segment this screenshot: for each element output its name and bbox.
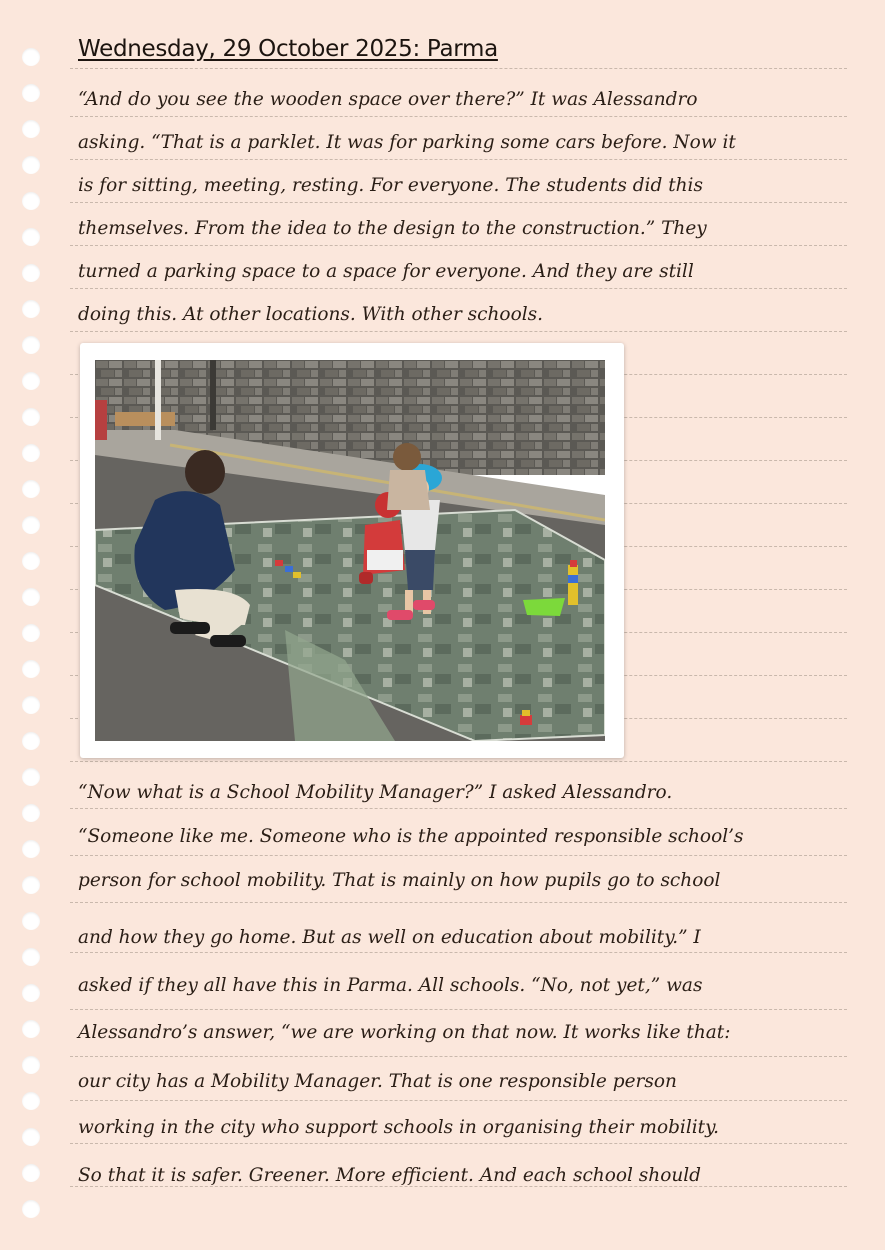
photo-frame bbox=[80, 343, 624, 758]
binder-hole bbox=[22, 120, 40, 138]
text-line: turned a parking space to a space for everyone. And they are still bbox=[78, 261, 694, 282]
ruled-line bbox=[70, 1186, 847, 1187]
ruled-line bbox=[70, 1056, 847, 1057]
binder-hole bbox=[22, 516, 40, 534]
binder-hole bbox=[22, 804, 40, 822]
text-line: So that it is safer. Greener. More efficient. And each school should bbox=[78, 1165, 702, 1186]
ruled-line bbox=[70, 808, 847, 809]
text-line: Alessandro’s answer, “we are working on that now. It works like that: bbox=[78, 1022, 731, 1043]
photo-illustration bbox=[95, 360, 605, 741]
binder-hole bbox=[22, 84, 40, 102]
binder-hole bbox=[22, 372, 40, 390]
binder-hole bbox=[22, 1200, 40, 1218]
text-line: “And do you see the wooden space over there?” It was Alessandro bbox=[78, 89, 698, 110]
text-line: “Now what is a School Mobility Manager?” I asked Alessandro. bbox=[78, 782, 673, 803]
text-line: working in the city who support schools in organising their mobility. bbox=[78, 1117, 719, 1138]
text-line: asked if they all have this in Parma. All schools. “No, not yet,” was bbox=[78, 975, 703, 996]
binder-hole bbox=[22, 732, 40, 750]
page-title: Wednesday, 29 October 2025: Parma bbox=[78, 36, 498, 62]
binder-hole bbox=[22, 48, 40, 66]
binder-hole bbox=[22, 984, 40, 1002]
text-line: is for sitting, meeting, resting. For everyone. The students did this bbox=[78, 175, 703, 196]
binder-hole bbox=[22, 1164, 40, 1182]
text-line: “Someone like me. Someone who is the appointed responsible school’s bbox=[78, 826, 744, 847]
binder-hole bbox=[22, 1020, 40, 1038]
text-line: themselves. From the idea to the design to the construction.” They bbox=[78, 218, 707, 239]
binder-hole bbox=[22, 444, 40, 462]
ruled-line bbox=[70, 159, 847, 160]
binder-hole bbox=[22, 876, 40, 894]
binder-hole bbox=[22, 408, 40, 426]
binder-hole bbox=[22, 948, 40, 966]
street-map-photo bbox=[95, 360, 605, 741]
ruled-line bbox=[70, 902, 847, 903]
ruled-line bbox=[70, 245, 847, 246]
text-line: asking. “That is a parklet. It was for parking some cars before. Now it bbox=[78, 132, 736, 153]
ruled-line bbox=[70, 288, 847, 289]
ruled-line bbox=[70, 1143, 847, 1144]
ruled-line bbox=[70, 202, 847, 203]
text-line: our city has a Mobility Manager. That is one responsible person bbox=[78, 1071, 677, 1092]
ruled-line bbox=[70, 1009, 847, 1010]
binder-hole bbox=[22, 1128, 40, 1146]
binder-hole bbox=[22, 228, 40, 246]
binder-hole bbox=[22, 660, 40, 678]
ruled-line bbox=[70, 116, 847, 117]
text-line: and how they go home. But as well on education about mobility.” I bbox=[78, 927, 701, 948]
text-line: doing this. At other locations. With other schools. bbox=[78, 304, 544, 325]
binder-hole bbox=[22, 768, 40, 786]
binder-hole bbox=[22, 480, 40, 498]
ruled-line bbox=[70, 331, 847, 332]
binder-hole bbox=[22, 1056, 40, 1074]
ruled-line bbox=[70, 761, 847, 762]
binder-hole bbox=[22, 912, 40, 930]
binder-hole bbox=[22, 264, 40, 282]
binder-hole bbox=[22, 192, 40, 210]
binder-hole bbox=[22, 840, 40, 858]
binder-hole bbox=[22, 624, 40, 642]
binder-hole bbox=[22, 156, 40, 174]
binder-hole bbox=[22, 1092, 40, 1110]
binder-holes bbox=[0, 0, 60, 1250]
binder-hole bbox=[22, 696, 40, 714]
text-line: person for school mobility. That is mainly on how pupils go to school bbox=[78, 870, 721, 891]
binder-hole bbox=[22, 300, 40, 318]
ruled-line bbox=[70, 1100, 847, 1101]
ruled-line bbox=[70, 68, 847, 69]
binder-hole bbox=[22, 552, 40, 570]
ruled-line bbox=[70, 952, 847, 953]
binder-hole bbox=[22, 588, 40, 606]
ruled-line bbox=[70, 855, 847, 856]
binder-hole bbox=[22, 336, 40, 354]
